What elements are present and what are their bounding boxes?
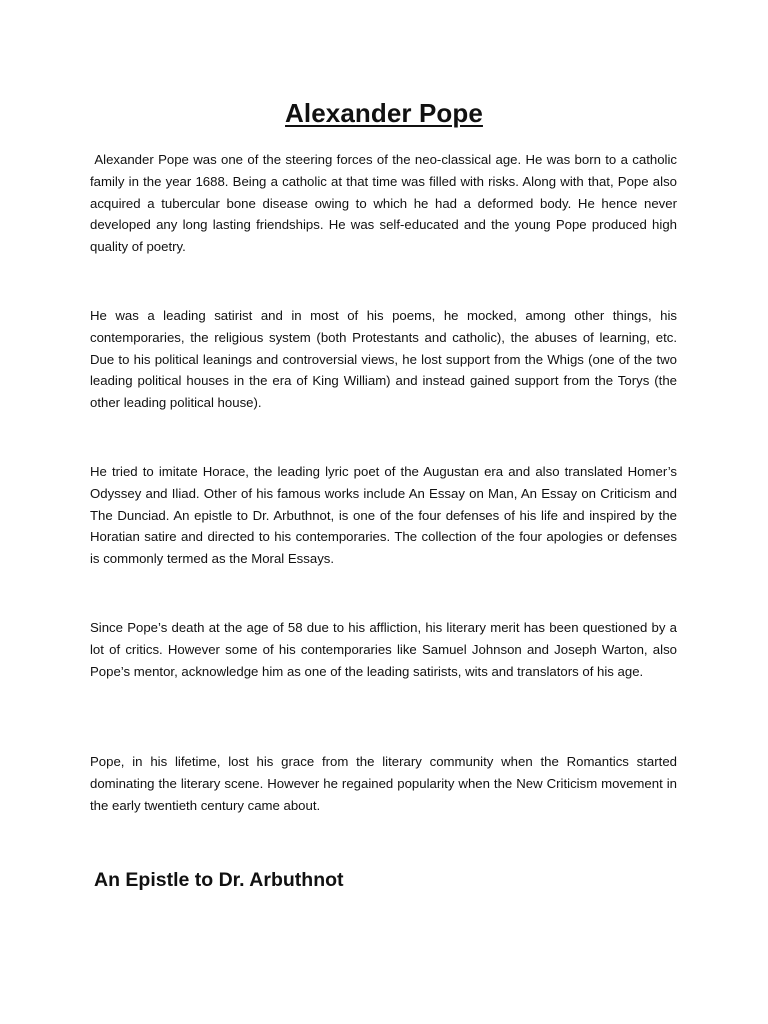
paragraph-3: He tried to imitate Horace, the leading lyric poet of the Augustan era and also translated Homer’s Odyssey and Iliad. Other of his famous works include An Essay on Man, An Essay on Criticism and The Dunciad. An epistle to Dr. Arbuthnot, is one of the four defenses of his life and inspired by the Horatian satire and directed to his contemporaries. The collection of the four apologies or defenses is commonly termed as the Moral Essays. <box>90 464 677 567</box>
paragraph-4: Since Pope’s death at the age of 58 due to his affliction, his literary merit has been questioned by a lot of critics. However some of his contemporaries like Samuel Johnson and Joseph Warton, also Pope’s mentor, acknowledge him as one of the leading satirists, wits and translators of his age. <box>90 620 677 679</box>
paragraph-5: Pope, in his lifetime, lost his grace from the literary community when the Romantics started dominating the literary scene. However he regained popularity when the New Criticism movement in the early twentieth century came about. <box>90 754 677 813</box>
section-heading: An Epistle to Dr. Arbuthnot <box>94 869 344 891</box>
page-title: Alexander Pope <box>285 98 483 128</box>
paragraph-2: He was a leading satirist and in most of his poems, he mocked, among other things, his contemporaries, the religious system (both Protestants and catholic), the abuses of learning, etc. Due to his political leanings and controversial views, he lost support from the Whigs (one of the two leading political houses in the era of King William) and instead gained support from the Torys (the other leading political house). <box>90 308 677 411</box>
paragraph-1: Alexander Pope was one of the steering forces of the neo-classical age. He was born to a catholic family in the year 1688. Being a catholic at that time was filled with risks. Along with that, Pope also acquired a tubercular bone disease owing to which he had a deformed body. He hence never developed any long lasting friendships. He was self-educated and the young Pope produced high quality of poetry. <box>90 152 677 255</box>
